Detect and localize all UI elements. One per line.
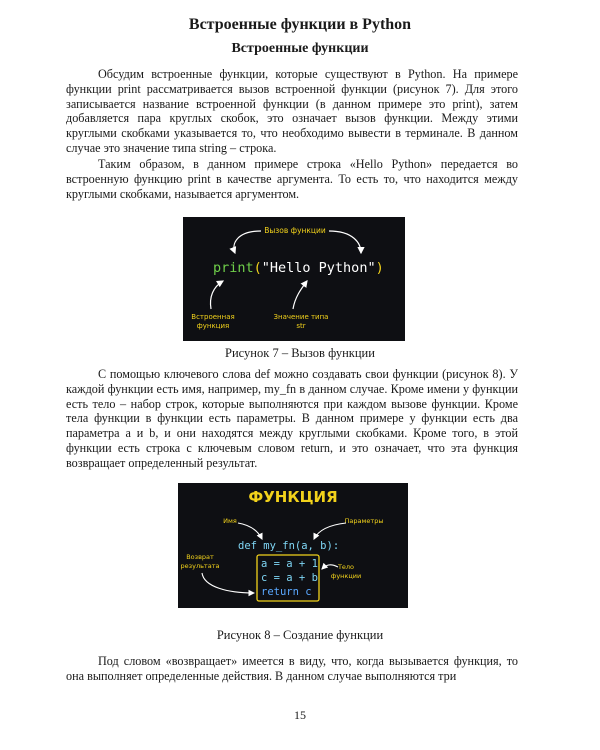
figure-7-caption: Рисунок 7 – Вызов функции — [225, 346, 375, 360]
label-type-line1: Значение типа — [273, 313, 329, 321]
code-print-call — [213, 260, 384, 276]
paragraph-2: Таким образом, в данном примере строка «Hello Python» передается во встроенную функцию print в качестве аргумента. То есть то, что находится между круглыми скобками, называется аргументом. — [66, 157, 518, 201]
label-return-line1: Возврат — [186, 553, 214, 561]
label-return-line2: результата — [180, 562, 220, 570]
code-close-paren: ) — [375, 260, 384, 276]
paragraph-1: Обсудим встроенные функции, которые существуют в Python. На примере функции print рассматривается вызов встроенной функции (рисунок 7). Для этого записывается название встроенной функции (в данном примере это print), затем добавляется пара круглых скобок, это означает вызов функции. Между этими круглыми скобками указывается то, что необходимо вывести в терминале. В данном случае это значение типа string – строка. — [66, 67, 518, 155]
arrow-type — [293, 281, 307, 309]
code-fn-name: print — [213, 260, 254, 276]
arrow-params — [314, 523, 346, 539]
figure-8-function-definition — [178, 483, 408, 608]
code-body-line2: c = a + b — [261, 572, 318, 584]
arrow-builtin — [211, 281, 224, 309]
code-body-line1: a = a + 1 — [261, 558, 318, 570]
section-subtitle: Встроенные функции — [231, 41, 369, 56]
arrow-name — [238, 523, 262, 539]
arrow-body — [322, 565, 338, 569]
paragraph-3: С помощью ключевого слова def можно создавать свои функции (рисунок 8). У каждой функции есть имя, например, my_fn в данном случае. Кроме имени у функции есть тело – набор строк, которые выполняются при каждом вызове функции. Кроме тела функции в функции есть параметры. В данном примере у функции есть два параметра a и b, и они находятся между круглыми скобками. Кроме того, в этой функции есть строка с ключевым словом return, и это означает, что эта функция возвращает определенный результат. — [66, 367, 518, 470]
code-body-line3: return c — [261, 586, 312, 598]
arrow-call-left — [234, 231, 261, 253]
figure-8-heading: ФУНКЦИЯ — [248, 488, 338, 506]
code-string: "Hello Python" — [261, 260, 376, 276]
figure-7-svg — [183, 217, 405, 341]
page-title: Встроенные функции в Python — [188, 16, 412, 33]
paragraph-4: Под словом «возвращает» имеется в виду, что, когда вызывается функция, то она выполняет определенные действия. В данном случае выполняются три — [66, 654, 518, 683]
figure-7-function-call — [183, 217, 405, 341]
label-type-line2: str — [296, 322, 306, 330]
code-open-paren: ( — [253, 260, 262, 276]
arrow-call-right — [329, 231, 361, 253]
figure-8-svg — [178, 483, 408, 608]
code-def-line: def my_fn(a, b): — [238, 540, 340, 552]
label-builtin-line2: функция — [196, 322, 230, 330]
label-builtin-line1: Встроенная — [191, 313, 235, 321]
figure-8-caption: Рисунок 8 – Создание функции — [216, 628, 384, 642]
page-number: 15 — [294, 708, 306, 722]
label-params: Параметры — [344, 517, 384, 525]
label-name: Имя — [223, 517, 237, 525]
arrow-return — [202, 573, 254, 593]
label-body-line2: функции — [330, 572, 362, 580]
label-body-line1: Тело — [337, 563, 355, 571]
label-function-call: Вызов функции — [264, 226, 326, 235]
